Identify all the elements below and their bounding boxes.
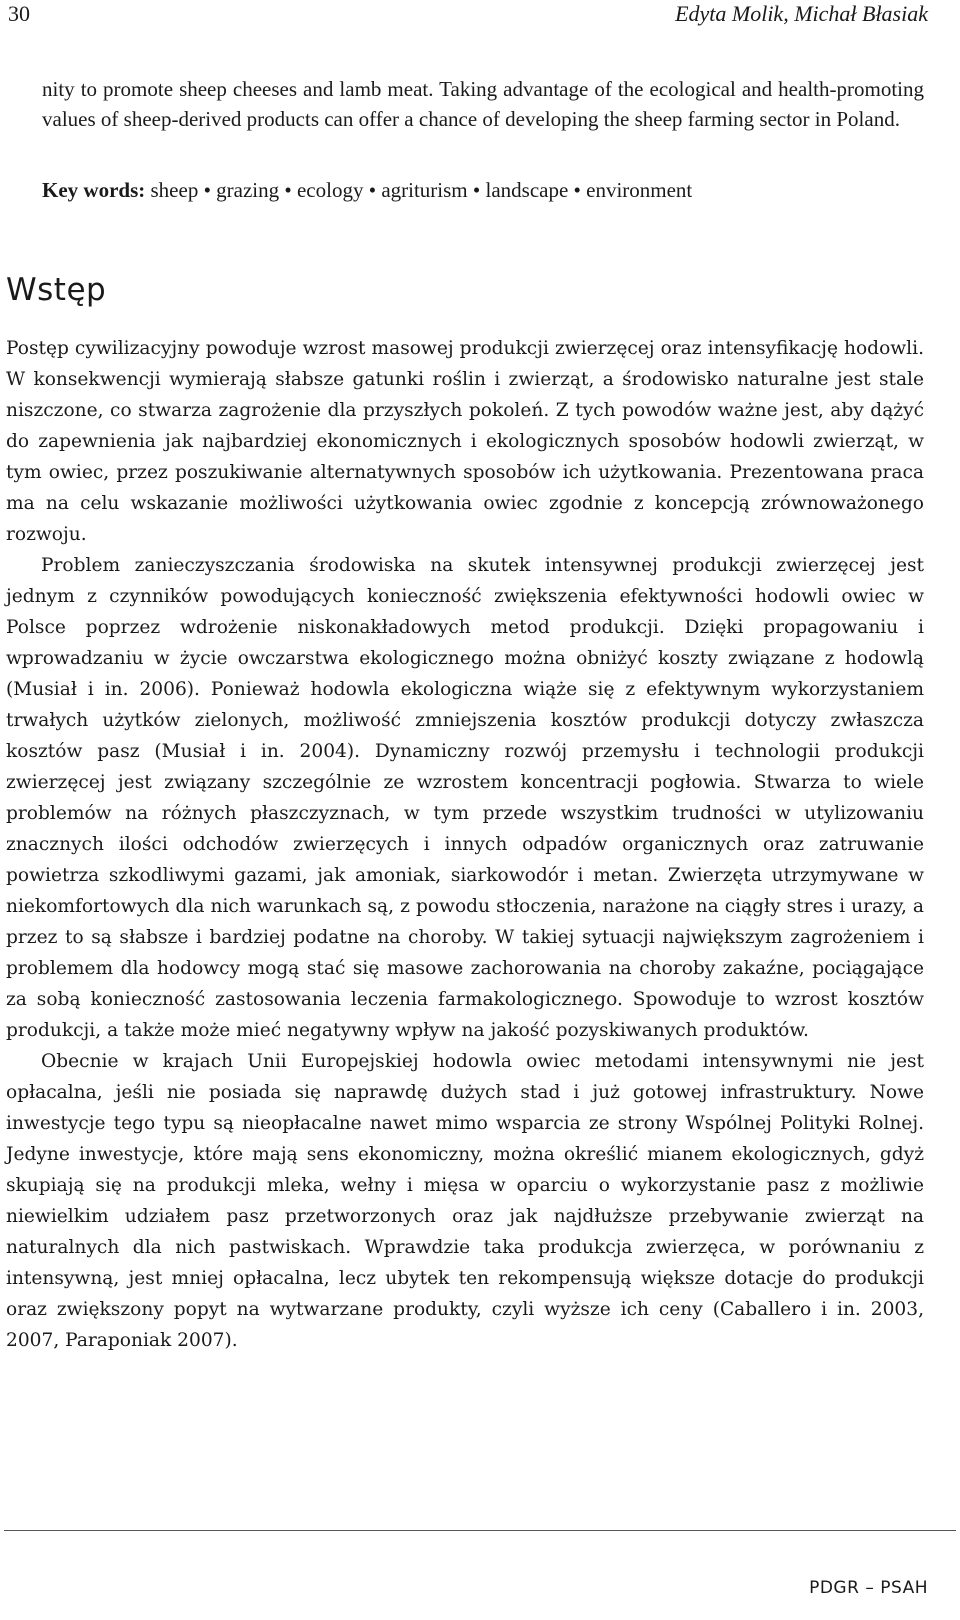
keywords-list: sheep • grazing • ecology • agriturism • landscape • environment	[150, 178, 693, 202]
keywords	[42, 178, 960, 203]
keywords-label: Key words:	[42, 178, 146, 202]
paragraph: Obecnie w krajach Unii Europejskiej hodowla owiec metodami intensywnymi nie jest opłacalna, jeśli nie posiada się naprawdę dużych stad i już gotowej infrastruktury. Nowe inwestycje tego typu są nieopłacalne nawet mimo wsparcia ze strony Wspólnej Polityki Rolnej. Jedyne inwestycje, które mają sens ekonomiczny, można określić mianem ekologicznych, gdyż skupiają się na produkcji mleka, wełny i mięsa w oparciu o wykorzystanie pasz z możliwie niewielkim udziałem pasz przetworzonych oraz jak najdłuższe przebywanie zwierząt na naturalnych dla nich pastwiskach. Wprawdzie taka produkcja zwierzęca, w porównaniu z intensywną, jest mniej opłacalna, lecz ubytek ten rekompensują większe dotacje do produkcji oraz zwiększony popyt na wytwarzane produkty, czyli wyższe ich ceny (Caballero i in. 2003, 2007, Paraponiak 2007).	[6, 1051, 924, 1351]
footer-journal: PDGR – PSAH	[809, 1578, 928, 1598]
footer-divider	[4, 1530, 956, 1531]
paragraph: Problem zanieczyszczania środowiska na skutek intensywnej produkcji zwierzęcej jest jednym z czynników powodujących konieczność zwiększenia efektywności hodowli owiec w Polsce poprzez wdrożenie niskonakładowych metod produkcji. Dzięki propagowaniu i wprowadzaniu w życie owczarstwa ekologicznego można obniżyć koszty związane z hodowlą (Musiał i in. 2006). Ponieważ hodowla ekologiczna wiąże się z efektywnym wykorzystaniem trwałych użytków zielonych, możliwość zmniejszenia kosztów produkcji dotyczy zwłaszcza kosztów pasz (Musiał i in. 2004). Dynamiczny rozwój przemysłu i technologii produkcji zwierzęcej jest związany szczególnie ze wzrostem koncentracji pogłowia. Stwarza to wiele problemów na różnych płaszczyznach, w tym przede wszystkim trudności w utylizowaniu znacznych ilości odchodów zwierzęcych i innych odpadów organicznych oraz zatruwanie powietrza szkodliwymi gazami, jak amoniak, siarkowodór i metan. Zwierzęta utrzymywane w niekomfortowych dla nich warunkach są, z powodu stłoczenia, narażone na ciągły stres i urazy, a przez to są słabsze i bardziej podatne na choroby. W takiej sytuacji największym zagrożeniem i problemem dla hodowcy mogą stać się masowe zachorowania na choroby zakaźne, pociągające za sobą konieczność zastosowania leczenia farmakologicznego. Spowoduje to wzrost kosztów produkcji, a także może mieć negatywny wpływ na jakość pozyskiwanych produktów.	[6, 555, 924, 1041]
running-head-authors: Edyta Molik, Michał Błasiak	[675, 1, 928, 26]
abstract-text: nity to promote sheep cheeses and lamb meat. Taking advantage of the ecological and health-promoting values of sheep-derived products can offer a chance of developing the sheep farming sector in Poland.	[42, 77, 924, 131]
abstract-continuation	[42, 74, 924, 134]
page-number: 30	[8, 1, 30, 26]
section-body	[6, 333, 924, 1356]
paragraph: Postęp cywilizacyjny powoduje wzrost masowej produkcji zwierzęcej oraz intensyfikację hodowli. W konsekwencji wymierają słabsze gatunki roślin i zwierząt, a środowisko naturalne jest stale niszczone, co stwarza zagrożenie dla przyszłych pokoleń. Z tych powodów ważne jest, aby dążyć do zapewnienia jak najbardziej ekonomicznych i ekologicznych sposobów hodowli zwierząt, w tym owiec, przez poszukiwanie alternatywnych sposobów ich użytkowania. Prezentowana praca ma na celu wskazanie możliwości użytkowania owiec zgodnie z koncepcją zrównoważonego rozwoju.	[6, 338, 924, 545]
section-heading: Wstęp	[6, 272, 107, 308]
